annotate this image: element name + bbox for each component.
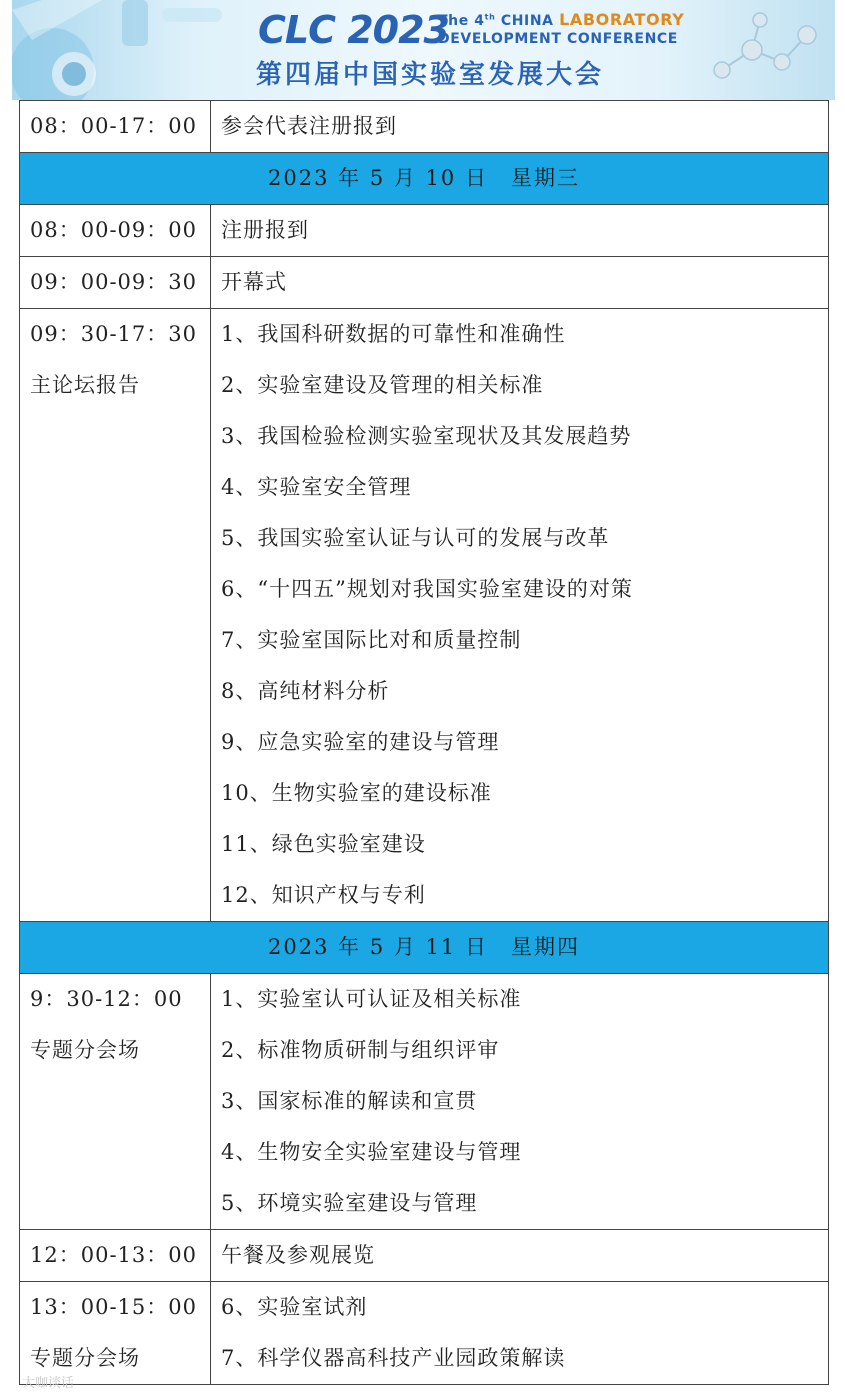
day-header-row (20, 153, 829, 205)
logo-english-line1: The 4th CHINA LABORATORY (438, 10, 685, 29)
session-label: 专题分会场 (30, 1346, 140, 1370)
event-cell: 午餐及参观展览 (211, 1230, 829, 1282)
time-cell: 08：00-09：00 (20, 205, 211, 257)
agenda-item: 6、实验室试剂 (221, 1295, 368, 1319)
agenda-item: 10、生物实验室的建设标准 (221, 781, 492, 805)
day-header: 2023 年 5 月 10 日 星期三 (20, 153, 829, 205)
session-time: 13：00-15：00 (30, 1295, 197, 1319)
agenda-item: 4、生物安全实验室建设与管理 (221, 1140, 522, 1164)
agenda-item: 4、实验室安全管理 (221, 475, 412, 499)
day-header: 2023 年 5 月 11 日 星期四 (20, 922, 829, 974)
time-cell (20, 1282, 211, 1385)
agenda-item: 5、我国实验室认证与认可的发展与改革 (221, 526, 610, 550)
schedule-row (20, 257, 829, 309)
agenda-item: 8、高纯材料分析 (221, 679, 390, 703)
schedule-row (20, 1230, 829, 1282)
agenda-item: 2、实验室建设及管理的相关标准 (221, 373, 544, 397)
logo-english-line2: DEVELOPMENT CONFERENCE (438, 31, 678, 47)
agenda-item: 7、科学仪器高科技产业园政策解读 (221, 1346, 566, 1370)
agenda-item: 12、知识产权与专利 (221, 883, 426, 907)
session-time: 09：30-17：30 (30, 322, 197, 346)
agenda-item: 11、绿色实验室建设 (221, 832, 426, 856)
logo-chinese-title: 第四届中国实验室发展大会 (256, 60, 605, 90)
agenda-item: 9、应急实验室的建设与管理 (221, 730, 500, 754)
agenda-item: 1、我国科研数据的可靠性和准确性 (221, 322, 566, 346)
watermark: 大咖谈话 (22, 1376, 75, 1391)
agenda-item: 3、我国检验检测实验室现状及其发展趋势 (221, 424, 632, 448)
agenda-item: 3、国家标准的解读和宣贯 (221, 1089, 478, 1113)
conference-banner (12, 0, 835, 100)
time-cell (20, 974, 211, 1230)
logo-clc-2023: CLC 2023 (258, 8, 449, 52)
lab-equipment-illustration (12, 0, 252, 100)
session-label: 主论坛报告 (30, 373, 140, 397)
event-cell: 参会代表注册报到 (211, 101, 829, 153)
schedule-row (20, 205, 829, 257)
agenda-item: 6、“十四五”规划对我国实验室建设的对策 (221, 577, 633, 601)
agenda-item: 1、实验室认可认证及相关标准 (221, 987, 522, 1011)
schedule-table (19, 100, 829, 1385)
time-cell (20, 309, 211, 922)
event-list-cell (211, 1282, 829, 1385)
agenda-item: 7、实验室国际比对和质量控制 (221, 628, 522, 652)
event-cell: 注册报到 (211, 205, 829, 257)
agenda-item: 5、环境实验室建设与管理 (221, 1191, 478, 1215)
event-list-cell (211, 309, 829, 922)
day-header-row (20, 922, 829, 974)
session-label: 专题分会场 (30, 1038, 140, 1062)
time-cell: 09：00-09：30 (20, 257, 211, 309)
schedule-row (20, 309, 829, 922)
time-cell: 08：00-17：00 (20, 101, 211, 153)
agenda-item: 2、标准物质研制与组织评审 (221, 1038, 500, 1062)
schedule-row (20, 974, 829, 1230)
session-time: 9：30-12：00 (30, 987, 183, 1011)
schedule-row (20, 1282, 829, 1385)
event-list-cell (211, 974, 829, 1230)
molecule-illustration (702, 0, 835, 100)
time-cell: 12：00-13：00 (20, 1230, 211, 1282)
event-cell: 开幕式 (211, 257, 829, 309)
schedule-row (20, 101, 829, 153)
